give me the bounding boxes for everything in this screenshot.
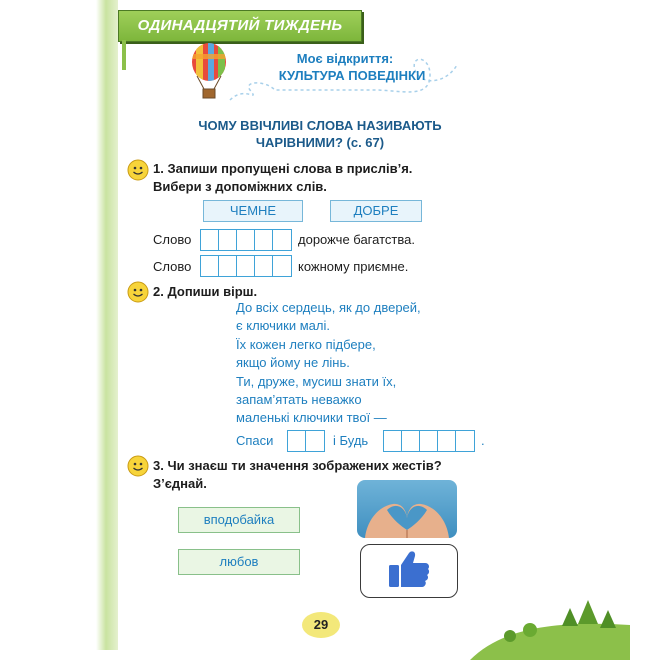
thumbs-up-icon [361,545,457,597]
poem-line: запам’ятать неважко [236,392,362,408]
week-label: ОДИНАДЦЯТИЙ ТИЖДЕНЬ [137,17,343,34]
left-page-edge [0,0,118,650]
poem [236,299,421,428]
poem-last-middle: і Будь [333,433,369,448]
smile-icon [127,281,149,303]
poem-line: є ключики малі. [236,318,330,334]
proverb2-end: кожному приємне. [298,259,409,274]
answer-like[interactable]: вподобайка [178,507,300,533]
task1-line1: 1. Запиши пропущені слова в прислів’я. [153,161,413,176]
answer-love[interactable]: любов [178,549,300,575]
smile-icon [127,455,149,477]
page-number: 29 [302,612,340,638]
task3-line2: З’єднай. [153,476,207,491]
week-banner [118,10,362,42]
poem-line: Їх кожен легко підбере, [236,336,376,352]
task1-line2: Вибери з допоміжних слів. [153,179,327,194]
thumbs-up-card[interactable] [360,544,458,598]
task1-instruction [153,160,412,196]
discovery-label: Моє відкриття: [296,51,394,66]
proverb2-answer-cells[interactable] [200,255,292,277]
poem-answer-cells-1[interactable] [287,430,325,452]
task2-title: 2. Допиши вірш. [153,284,258,299]
poem-answer-cells-2[interactable] [383,430,475,452]
banner-stripe [122,40,126,70]
proverb1-end: дорожче багатства. [298,232,415,247]
smile-icon [127,159,149,181]
helper-word-dobre[interactable]: ДОБРЕ [330,200,422,222]
poem-last-start: Спаси [236,433,274,448]
proverb1-answer-cells[interactable] [200,229,292,251]
lesson-question-line1: ЧОМУ ВВІЧЛИВІ СЛОВА НАЗИВАЮТЬ [198,118,442,133]
poem-line: якщо йому не лінь. [236,355,350,371]
lesson-question-line2: ЧАРІВНИМИ? (с. 67) [255,135,385,150]
poem-last-end: . [481,433,485,448]
helper-word-chemne[interactable]: ЧЕМНЕ [203,200,303,222]
discovery-topic: КУЛЬТУРА ПОВЕДІНКИ [278,68,426,83]
task3-line1: 3. Чи знаєш ти значення зображених жестів? [153,458,442,473]
proverb1-start: Слово [153,232,192,247]
proverb2-start: Слово [153,259,192,274]
poem-line: До всіх сердець, як до дверей, [236,300,421,315]
heart-hands-image[interactable] [357,480,457,538]
poem-line: маленькі ключики твої — [236,410,387,426]
poem-line: Ти, друже, мусиш знати їх, [236,373,397,389]
lesson-question [170,117,470,151]
